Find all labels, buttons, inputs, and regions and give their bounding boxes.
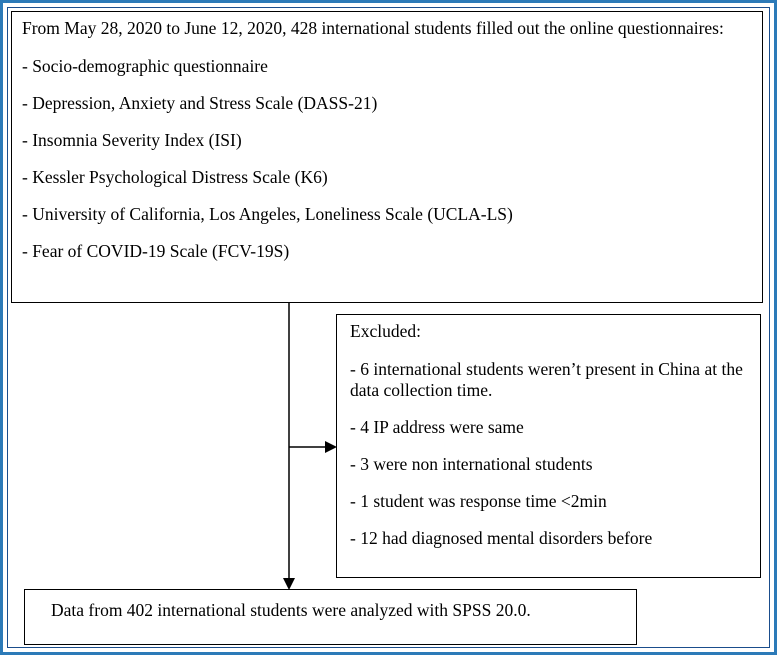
- exclusion-item: - 1 student was response time <2min: [350, 491, 607, 511]
- enrollment-box: [11, 11, 763, 303]
- questionnaire-item: - Fear of COVID-19 Scale (FCV-19S): [22, 241, 290, 261]
- excluded-title: Excluded:: [350, 321, 421, 341]
- questionnaire-item: - Kessler Psychological Distress Scale (K6): [22, 167, 328, 187]
- analysis-text: Data from 402 international students were analyzed with SPSS 20.0.: [51, 600, 531, 620]
- questionnaire-item: - Depression, Anxiety and Stress Scale (DASS-21): [22, 93, 378, 113]
- exclusion-item: - 3 were non international students: [350, 454, 593, 474]
- questionnaire-item: - Insomnia Severity Index (ISI): [22, 130, 242, 150]
- exclusion-item: - 6 international students weren’t present in China at the data collection time.: [350, 359, 743, 400]
- exclusion-item: - 12 had diagnosed mental disorders before: [350, 528, 653, 548]
- exclusion-item: - 4 IP address were same: [350, 417, 524, 437]
- questionnaire-item: - Socio-demographic questionnaire: [22, 56, 268, 76]
- analysis-box: [24, 589, 637, 645]
- excluded-box: [336, 314, 761, 578]
- questionnaire-item: - University of California, Los Angeles, Loneliness Scale (UCLA-LS): [22, 204, 513, 224]
- enrollment-intro: From May 28, 2020 to June 12, 2020, 428 international students filled out the online questionnaires:: [22, 18, 724, 38]
